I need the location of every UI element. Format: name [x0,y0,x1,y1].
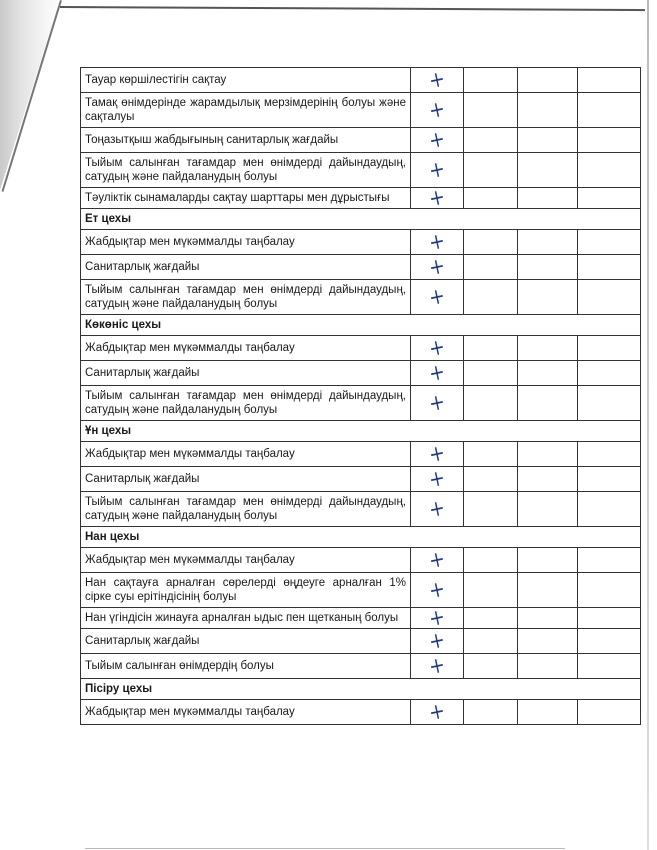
empty-cell [464,188,518,209]
empty-cell [578,467,641,492]
empty-cell [518,629,578,654]
handwritten-check-cell [411,333,464,363]
empty-cell [578,153,641,188]
empty-cell [518,654,578,679]
empty-cell [578,608,641,629]
empty-cell [578,442,641,467]
checklist-item-text: Санитарлық жағдайы [81,467,411,492]
handwritten-check-cell [411,386,464,421]
empty-cell [578,230,641,255]
empty-cell [464,386,518,421]
handwritten-check-cell [411,252,464,282]
checklist-row [81,629,641,654]
handwritten-plus-mark: + [426,388,448,418]
section-header-row [81,679,641,700]
empty-cell [464,128,518,153]
handwritten-check-cell [411,125,464,155]
empty-cell [518,188,578,209]
handwritten-check-cell [411,492,464,527]
empty-cell [464,492,518,527]
handwritten-plus-mark: + [426,155,448,185]
handwritten-check-cell [411,464,464,494]
checklist-item-text: Жабдықтар мен мүкәммалды таңбалау [81,336,411,361]
empty-cell [518,467,578,492]
empty-cell [518,68,578,93]
empty-cell [578,654,641,679]
checklist-row [81,68,641,93]
empty-cell [518,128,578,153]
checklist-item-text: Санитарлық жағдайы [81,629,411,654]
checklist-item-text: Нан сақтауға арналған сөрелерді өңдеуге арналған 1% сірке суы ерітіндісінің болуы [81,573,411,608]
checklist-row [81,608,641,629]
empty-cell [518,442,578,467]
section-title: Ет цехы [81,209,641,230]
checklist-row [81,255,641,280]
empty-cell [464,629,518,654]
empty-cell [464,153,518,188]
handwritten-check-cell [411,573,464,608]
empty-cell [518,280,578,315]
checklist-item-text: Тыйым салынған өнімдердің болуы [81,654,411,679]
empty-cell [464,548,518,573]
checklist-row [81,700,641,725]
empty-cell [464,467,518,492]
empty-cell [518,153,578,188]
handwritten-check-cell [411,280,464,315]
checklist-item-text: Нан үгіндісін жинауға арналған ыдыс пен щетканың болуы [81,608,411,629]
handwritten-plus-mark: + [426,183,448,213]
empty-cell [578,361,641,386]
checklist-row [81,280,641,315]
handwritten-plus-mark: + [426,252,448,282]
checklist-row [81,492,641,527]
handwritten-plus-mark: + [426,545,448,575]
empty-cell [464,654,518,679]
empty-cell [578,336,641,361]
checklist-item-text: Тыйым салынған тағамдар мен өнімдерді дайындаудың, сатудың және пайдаланудың болуы [81,280,411,315]
checklist-row [81,654,641,679]
empty-cell [578,68,641,93]
handwritten-plus-mark: + [426,333,448,363]
handwritten-check-cell [411,65,464,95]
empty-cell [464,230,518,255]
empty-cell [578,93,641,128]
empty-cell [518,255,578,280]
empty-cell [578,280,641,315]
inspection-checklist-table [80,67,641,725]
empty-cell [578,188,641,209]
checklist-row [81,386,641,421]
empty-cell [518,93,578,128]
page-bottom-edge [85,848,565,849]
empty-cell [578,573,641,608]
handwritten-check-cell [411,651,464,681]
handwritten-plus-mark: + [426,125,448,155]
checklist-item-text: Тыйым салынған тағамдар мен өнімдерді дайындаудың, сатудың және пайдаланудың болуы [81,492,411,527]
handwritten-plus-mark: + [426,282,448,312]
handwritten-plus-mark: + [426,697,448,727]
empty-cell [518,230,578,255]
empty-cell [518,386,578,421]
empty-cell [464,336,518,361]
empty-cell [518,548,578,573]
handwritten-plus-mark: + [426,651,448,681]
handwritten-plus-mark: + [426,626,448,656]
checklist-item-text: Тамақ өнімдерінде жарамдылық мерзімдерінің болуы және сақталуы [81,93,411,128]
empty-cell [578,128,641,153]
checklist-row [81,128,641,153]
handwritten-check-cell [411,697,464,727]
handwritten-check-cell [411,93,464,128]
empty-cell [518,361,578,386]
section-title: Көкөніс цехы [81,315,641,336]
handwritten-check-cell [411,545,464,575]
empty-cell [464,442,518,467]
handwritten-plus-mark: + [426,95,448,125]
section-header-row [81,209,641,230]
handwritten-plus-mark: + [426,439,448,469]
empty-cell [464,68,518,93]
empty-cell [464,608,518,629]
section-title: Пісіру цехы [81,679,641,700]
handwritten-plus-mark: + [426,575,448,605]
section-header-row [81,421,641,442]
checklist-item-text: Жабдықтар мен мүкәммалды таңбалау [81,700,411,725]
handwritten-plus-mark: + [426,227,448,257]
checklist-item-text: Тыйым салынған тағамдар мен өнімдерді дайындаудың, сатудың және пайдаланудың болуы [81,386,411,421]
section-title: Нан цехы [81,527,641,548]
checklist-row [81,548,641,573]
empty-cell [518,573,578,608]
handwritten-check-cell [411,227,464,257]
checklist-row [81,153,641,188]
handwritten-check-cell [411,183,464,213]
empty-cell [518,492,578,527]
page-right-edge [647,0,649,850]
checklist-row [81,230,641,255]
handwritten-plus-mark: + [426,494,448,524]
empty-cell [578,700,641,725]
empty-cell [578,255,641,280]
checklist-item-text: Жабдықтар мен мүкәммалды таңбалау [81,230,411,255]
checklist-row [81,442,641,467]
checklist-item-text: Тәуліктік сынамаларды сақтау шарттары мен дұрыстығы [81,188,411,209]
empty-cell [578,548,641,573]
empty-cell [518,336,578,361]
checklist-row [81,361,641,386]
empty-cell [464,93,518,128]
empty-cell [464,573,518,608]
handwritten-check-cell [411,603,464,633]
handwritten-plus-mark: + [426,464,448,494]
checklist-row [81,188,641,209]
empty-cell [464,700,518,725]
checklist-row [81,573,641,608]
handwritten-check-cell [411,626,464,656]
section-title: Ұн цехы [81,421,641,442]
checklist-row [81,336,641,361]
empty-cell [578,492,641,527]
section-header-row [81,527,641,548]
checklist-item-text: Жабдықтар мен мүкәммалды таңбалау [81,548,411,573]
handwritten-plus-mark: + [426,603,448,633]
handwritten-check-cell [411,358,464,388]
checklist-row [81,467,641,492]
checklist-item-text: Тоңазытқыш жабдығының санитарлық жағдайы [81,128,411,153]
handwritten-plus-mark: + [426,358,448,388]
checklist-item-text: Тауар көршілестігін сақтау [81,68,411,93]
empty-cell [578,629,641,654]
empty-cell [518,608,578,629]
handwritten-check-cell [411,439,464,469]
checklist-row [81,93,641,128]
handwritten-check-cell [411,153,464,188]
empty-cell [518,700,578,725]
checklist-item-text: Санитарлық жағдайы [81,361,411,386]
checklist-item-text: Санитарлық жағдайы [81,255,411,280]
empty-cell [464,255,518,280]
empty-cell [464,361,518,386]
empty-cell [578,386,641,421]
checklist-item-text: Жабдықтар мен мүкәммалды таңбалау [81,442,411,467]
handwritten-plus-mark: + [426,65,448,95]
page-top-edge [60,6,645,11]
empty-cell [464,280,518,315]
section-header-row [81,315,641,336]
checklist-item-text: Тыйым салынған тағамдар мен өнімдерді дайындаудың, сатудың және пайдаланудың болуы [81,153,411,188]
